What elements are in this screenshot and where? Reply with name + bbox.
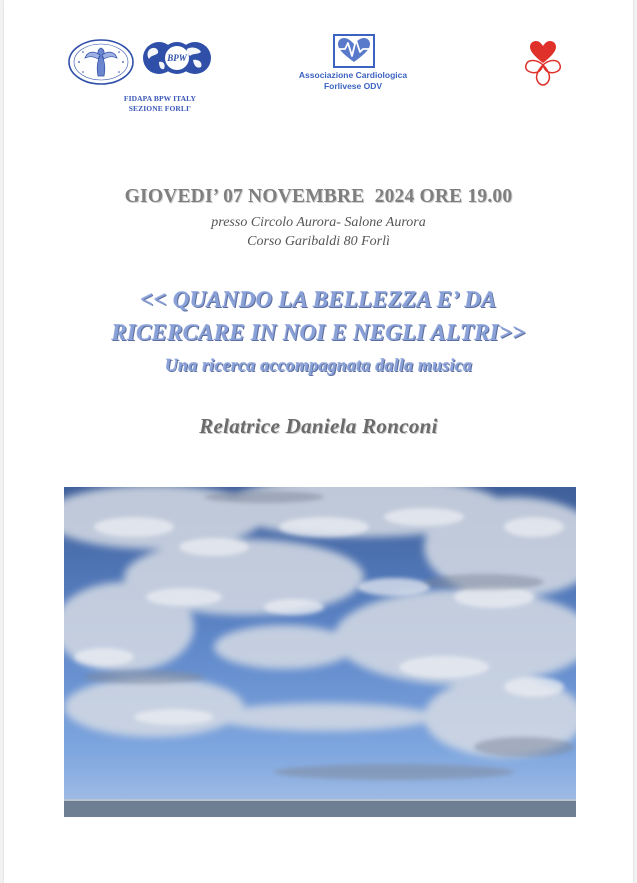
event-date-time: GIOVEDI’ 07 NOVEMBRE 2024 ORE 19.00	[124, 186, 513, 207]
event-address: Corso Garibaldi 80 Forlì	[247, 234, 390, 249]
fidapa-line-1: FIDAPA BPW ITALY	[123, 94, 197, 103]
heart-clover-logo	[514, 38, 572, 92]
fidapa-caption	[111, 94, 209, 114]
event-venue: presso Circolo Aurora- Salone Aurora	[211, 215, 426, 230]
heartbeat-logo	[333, 34, 375, 68]
talk-title-line-2: RICERCARE IN NOI E NEGLI ALTRI>>	[111, 320, 526, 345]
bpw-globes-logo	[141, 40, 213, 76]
fidapa-seal-logo	[67, 38, 135, 86]
cloudy-sky-photo	[64, 487, 576, 817]
fidapa-line-2: SEZIONE FORLI'	[128, 104, 192, 113]
talk-subtitle: Una ricerca accompagnata dalla musica	[164, 355, 473, 375]
association-line-2: Forlivese ODV	[323, 81, 383, 91]
speaker-name: Relatrice Daniela Ronconi	[199, 414, 438, 438]
association-name	[283, 70, 423, 92]
association-line-1: Associazione Cardiologica	[298, 70, 408, 80]
bpw-logo-text: BPW	[167, 53, 187, 63]
talk-title-line-1: << QUANDO LA BELLEZZA E’ DA	[140, 287, 497, 312]
